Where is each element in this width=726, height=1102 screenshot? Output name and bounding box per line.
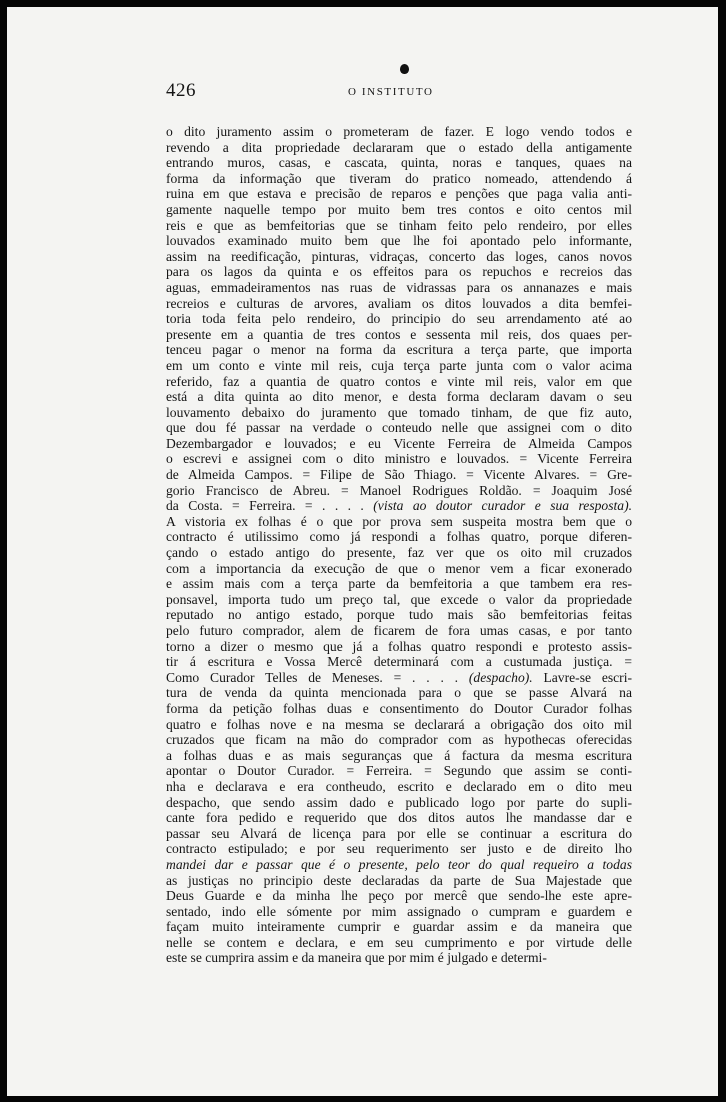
text-line bbox=[166, 654, 632, 670]
text-line bbox=[166, 685, 632, 701]
line-text: ponsavel, importa tudo um preço tal, que excede o valor da propriedade bbox=[166, 591, 632, 607]
text-line bbox=[166, 795, 632, 811]
text-line bbox=[166, 561, 632, 577]
line-text: forma da petição folhas duas e consentimento do Doutor Curador folhas bbox=[166, 700, 632, 716]
line-text: e assim mais com a terça parte da bemfeitoria a que tambem era res- bbox=[166, 576, 632, 592]
line-text: reis e que as bemfeitorias que se tinham feito pelo rendeiro, por elles bbox=[166, 217, 632, 233]
line-text: referido, faz a quantia de quatro contos e vinte mil reis, valor em que bbox=[166, 373, 632, 389]
text-line bbox=[166, 436, 632, 452]
text-line bbox=[166, 873, 632, 889]
line-text: forma da informação que tiveram do pratico nomeado, attendendo á bbox=[166, 170, 632, 186]
line-text: aguas, emmadeiramentos nas ruas de vidrassas para os annanazes e mais bbox=[166, 279, 632, 295]
text-line bbox=[166, 483, 632, 499]
text-line bbox=[166, 763, 632, 779]
line-text: assim na reedificação, pinturas, vidraças, concerto das loges, canos novos bbox=[166, 248, 632, 264]
text-line bbox=[166, 623, 632, 639]
text-line bbox=[166, 779, 632, 795]
line-text: a folhas duas e as mais seguranças que á factura da mesma escritura bbox=[166, 747, 632, 763]
line-text: louvamento debaixo do juramento que tomado tinham, de que fiz auto, bbox=[166, 404, 632, 420]
text-line bbox=[166, 140, 632, 156]
line-text: torno a dizer o mesmo que já a folhas quatro respondi e protesto assis- bbox=[166, 638, 632, 654]
body-text bbox=[166, 124, 632, 966]
text-line bbox=[166, 841, 632, 857]
scan-border-right bbox=[718, 0, 726, 1102]
line-trailing-text: Lavre-se escri- bbox=[532, 669, 633, 685]
line-text: tenceu pagar o menor na forma da escritura a terça parte, que importa bbox=[166, 342, 632, 358]
line-text: que dou fé passar na verdade o conteudo nelle que assignei com o dito bbox=[166, 420, 632, 436]
line-text: para os lagos da quinta e os effeitos para os repuchos e recreios das bbox=[166, 264, 632, 280]
line-text: gamente naquelle tempo por muito bem tres contos e oito centos mil bbox=[166, 201, 632, 217]
line-text: as justiças no principio deste declaradas da parte de Sua Majestade que bbox=[166, 872, 632, 888]
text-line bbox=[166, 576, 632, 592]
text-line bbox=[166, 888, 632, 904]
line-text: revendo a dita propriedade declararam que o estado della antigamente bbox=[166, 139, 632, 155]
text-line bbox=[166, 950, 632, 966]
text-line bbox=[166, 296, 632, 312]
text-line bbox=[166, 327, 632, 343]
scan-border-bottom bbox=[0, 1096, 726, 1102]
text-line bbox=[166, 904, 632, 920]
line-text: gorio Francisco de Abreu. = Manoel Rodrigues Roldão. = Joaquim José bbox=[166, 482, 632, 498]
line-text: de Almeida Campos. = Filipe de São Thiago. = Vicente Alvares. = Gre- bbox=[166, 467, 632, 483]
line-text: toria toda feita pelo rendeiro, do principio do seu arrendamento até ao bbox=[166, 311, 632, 327]
line-text: nha e declarava e era contheudo, escrito e declarado em o dito meu bbox=[166, 778, 632, 794]
line-text: quatro e folhas nove e na mesma se declarará a obrigação dos oito mil bbox=[166, 716, 632, 732]
text-line bbox=[166, 280, 632, 296]
text-line bbox=[166, 717, 632, 733]
line-text: em um conto e vinte mil reis, cuja terça parte junta com o valor acima bbox=[166, 357, 632, 373]
text-line bbox=[166, 467, 632, 483]
scan-border-left bbox=[0, 0, 7, 1102]
text-line bbox=[166, 218, 632, 234]
text-line bbox=[166, 826, 632, 842]
line-text: cruzados que ficam na mão do comprador com as hypothecas oferecidas bbox=[166, 732, 632, 748]
line-text: sentado, indo elle sómente por mim assignado o cumpram e guardem e bbox=[166, 903, 632, 919]
line-text: contracto estipulado; e por seu requerimento ser justo e de direito lho bbox=[166, 841, 632, 857]
line-text: contracto é utilissimo como já respondi a folhas quatro, porque diferen- bbox=[166, 529, 632, 545]
line-italic-text: mandei dar e passar que é o presente, pelo teor do qual requeiro a todas bbox=[166, 856, 632, 872]
line-text: pelo futuro comprador, alem de ficarem de fora umas casas, e por tanto bbox=[166, 623, 632, 638]
text-line bbox=[166, 451, 632, 467]
text-line bbox=[166, 155, 632, 171]
line-text: Deus Guarde e da minha lhe peço por mercê que sendo-lhe este apre- bbox=[166, 888, 632, 904]
line-text: çando o estado antigo do presente, faz ver que os oito mil cruzados bbox=[166, 545, 632, 561]
text-line bbox=[166, 732, 632, 748]
text-line bbox=[166, 233, 632, 249]
text-line bbox=[166, 186, 632, 202]
text-line bbox=[166, 670, 632, 686]
scan-border-top bbox=[0, 0, 726, 7]
line-text: o escrevi e assignei com o dito ministro e louvados. = Vicente Ferreira bbox=[166, 451, 632, 467]
text-line bbox=[166, 311, 632, 327]
text-line bbox=[166, 264, 632, 280]
text-line bbox=[166, 389, 632, 405]
line-text: entrando muros, casas, e cascata, quinta, noras e tanques, quaes na bbox=[166, 155, 632, 171]
text-line bbox=[166, 514, 632, 530]
line-text: A vistoria ex folhas é o que por prova sem suspeita mostra bem que o bbox=[166, 513, 632, 529]
text-line bbox=[166, 405, 632, 421]
text-line bbox=[166, 498, 632, 514]
text-line bbox=[166, 342, 632, 358]
text-line bbox=[166, 529, 632, 545]
line-text: está a dita quinta ao dito menor, e desta forma declaram davam o seu bbox=[166, 389, 632, 405]
text-line bbox=[166, 202, 632, 218]
line-italic-text: (vista ao doutor curador e sua resposta). bbox=[373, 498, 632, 514]
line-italic-text: (despacho). bbox=[468, 669, 533, 685]
line-text: reputado no antigo estado, porque tudo mais são bemfeitorias feitas bbox=[166, 607, 632, 623]
text-line bbox=[166, 358, 632, 374]
line-text: apontar o Doutor Curador. = Ferreira. = Segundo que assim se conti- bbox=[166, 763, 632, 779]
text-line bbox=[166, 857, 632, 873]
ink-blot bbox=[400, 64, 409, 74]
text-line bbox=[166, 810, 632, 826]
line-text: nelle se contem e declara, e em seu cumprimento e por virtude delle bbox=[166, 934, 632, 950]
text-line bbox=[166, 124, 632, 140]
text-line bbox=[166, 919, 632, 935]
text-line bbox=[166, 935, 632, 951]
text-line bbox=[166, 701, 632, 717]
line-text: despacho, que sendo assim dado e publicado logo por parte do supli- bbox=[166, 794, 632, 810]
running-title: O INSTITUTO bbox=[348, 86, 434, 98]
text-line bbox=[166, 420, 632, 436]
line-text: Dezembargador e louvados; e eu Vicente Ferreira de Almeida Campos bbox=[166, 435, 632, 451]
text-line bbox=[166, 639, 632, 655]
page-number: 426 bbox=[166, 80, 196, 101]
line-text: façam muito inteiramente cumprir e guardar assim e da maneira que bbox=[166, 919, 632, 935]
line-text: presente em a quantia de tres contos e sessenta mil reis, dos quaes per- bbox=[166, 326, 632, 342]
text-line bbox=[166, 171, 632, 187]
line-text: tura de venda da quinta mencionada para o que se passe Alvará na bbox=[166, 685, 632, 701]
line-text: com a importancia da execução de que o menor vem a ficar exonerado bbox=[166, 560, 632, 576]
page-header bbox=[166, 80, 632, 104]
line-text: ruina em que estava e precisão de reparos e penções que paga valia anti- bbox=[166, 186, 632, 202]
text-line bbox=[166, 249, 632, 265]
line-text: tir á escritura e Vossa Mercê determinará com a custumada justiça. = bbox=[166, 654, 632, 670]
line-text: cante fora pedido e requerido que dos ditos autos lhe mandasse dar e bbox=[166, 810, 632, 826]
text-line bbox=[166, 592, 632, 608]
line-text: Como Curador Telles de Meneses. = . . . . bbox=[166, 669, 459, 685]
line-text: este se cumprira assim e da maneira que por mim é julgado e determi- bbox=[166, 950, 547, 966]
line-text: louvados examinado muito bem que lhe foi apontado pelo informante, bbox=[166, 233, 632, 249]
line-text: da Costa. = Ferreira. = . . . . bbox=[166, 498, 364, 514]
text-line bbox=[166, 374, 632, 390]
line-text: recreios e culturas de arvores, avaliam os ditos louvados a dita bemfei- bbox=[166, 295, 632, 311]
line-text: o dito juramento assim o prometeram de fazer. E logo vendo todos e bbox=[166, 124, 632, 139]
line-text: passar seu Alvará de licença para por elle se continuar a escritura do bbox=[166, 825, 632, 841]
text-line bbox=[166, 545, 632, 561]
text-line bbox=[166, 607, 632, 623]
text-line bbox=[166, 748, 632, 764]
